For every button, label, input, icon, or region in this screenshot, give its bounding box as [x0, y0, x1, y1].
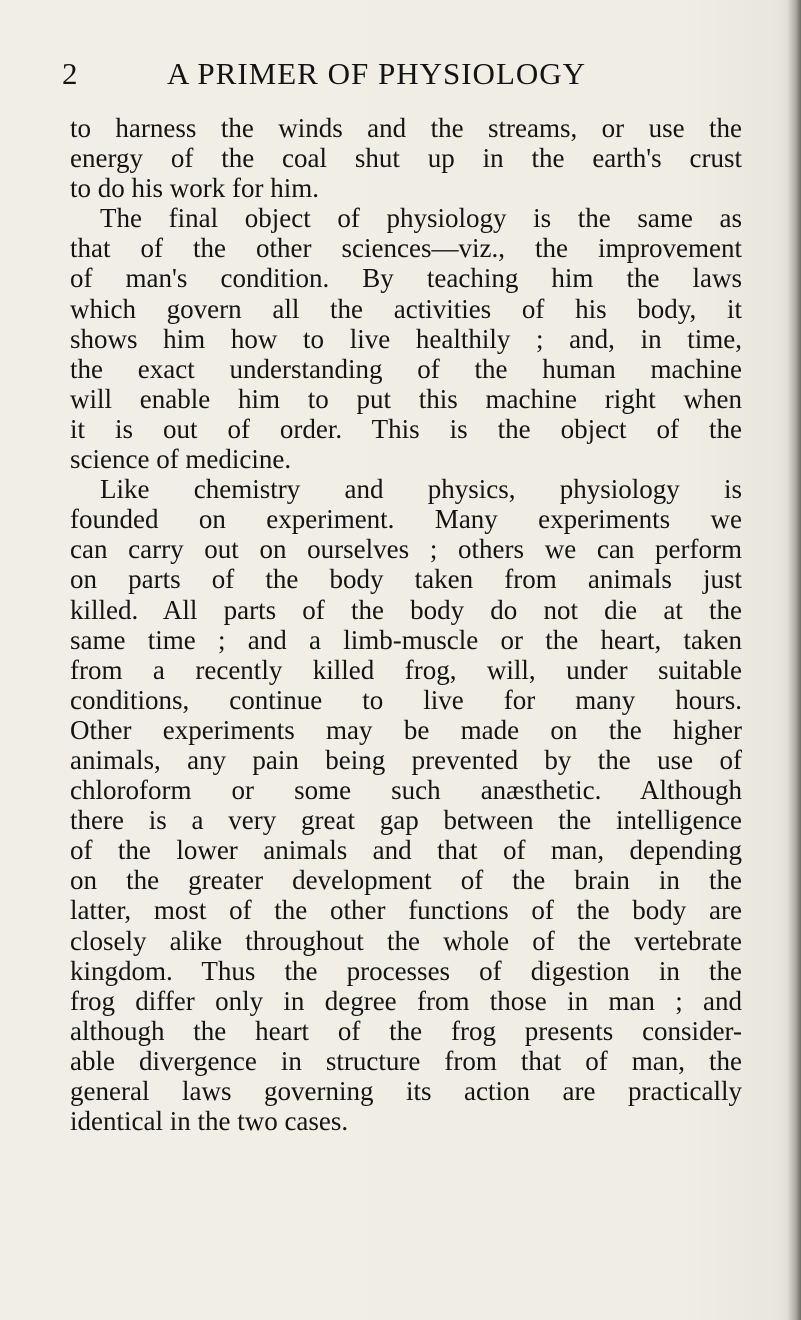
- paragraph-start-line: The final object of physiology is the same as: [100, 203, 742, 234]
- text-line: to do his work for him.: [70, 173, 319, 204]
- text-line: closely alike throughout the whole of the vertebrate: [70, 925, 742, 956]
- body-text: [70, 113, 742, 1136]
- text-line: although the heart of the frog presents consider-: [70, 1015, 742, 1046]
- text-line: on the greater development of the brain in the: [70, 865, 742, 896]
- text-line: Other experiments may be made on the higher: [70, 714, 742, 745]
- text-line: there is a very great gap between the intelligence: [70, 805, 742, 836]
- page-number: 2: [62, 56, 79, 91]
- text-line: which govern all the activities of his body, it: [70, 293, 742, 324]
- text-line: can carry out on ourselves ; others we can perform: [70, 534, 742, 565]
- text-line: on parts of the body taken from animals just: [70, 564, 742, 595]
- text-line: general laws governing its action are practically: [70, 1076, 742, 1106]
- text-line: will enable him to put this machine right when: [70, 383, 742, 414]
- book-title: A PRIMER OF PHYSIOLOGY: [167, 56, 587, 91]
- text-line: identical in the two cases.: [70, 1106, 349, 1137]
- text-line: shows him how to live healthily ; and, in time,: [70, 323, 742, 354]
- text-line: founded on experiment. Many experiments we: [70, 504, 742, 535]
- text-line: kingdom. Thus the processes of digestion in the: [70, 955, 742, 986]
- text-line: animals, any pain being prevented by the use of: [70, 744, 742, 775]
- text-line: latter, most of the other functions of the body are: [70, 895, 742, 926]
- text-line: chloroform or some such anæsthetic. Although: [70, 775, 742, 806]
- text-line: to harness the winds and the streams, or use the: [70, 113, 742, 143]
- text-line: the exact understanding of the human machine: [70, 353, 742, 384]
- text-line: conditions, continue to live for many hours.: [70, 684, 742, 715]
- text-line: it is out of order. This is the object of the: [70, 413, 742, 444]
- page-edge-shadow: [787, 0, 801, 1320]
- text-line: that of the other sciences—viz., the improvement: [70, 233, 742, 264]
- paragraph-start-line: Like chemistry and physics, physiology is: [100, 474, 742, 505]
- text-line: energy of the coal shut up in the earth's crust: [70, 143, 742, 174]
- text-line: killed. All parts of the body do not die at the: [70, 594, 742, 625]
- text-line: of the lower animals and that of man, depending: [70, 835, 742, 866]
- text-line: able divergence in structure from that of man, the: [70, 1045, 742, 1076]
- text-line: from a recently killed frog, will, under suitable: [70, 654, 742, 685]
- text-line: science of medicine.: [70, 444, 292, 475]
- text-line: frog differ only in degree from those in man ; and: [70, 985, 742, 1016]
- text-line: same time ; and a limb-muscle or the heart, taken: [70, 624, 742, 655]
- text-line: of man's condition. By teaching him the laws: [70, 263, 742, 294]
- running-head: [62, 52, 742, 96]
